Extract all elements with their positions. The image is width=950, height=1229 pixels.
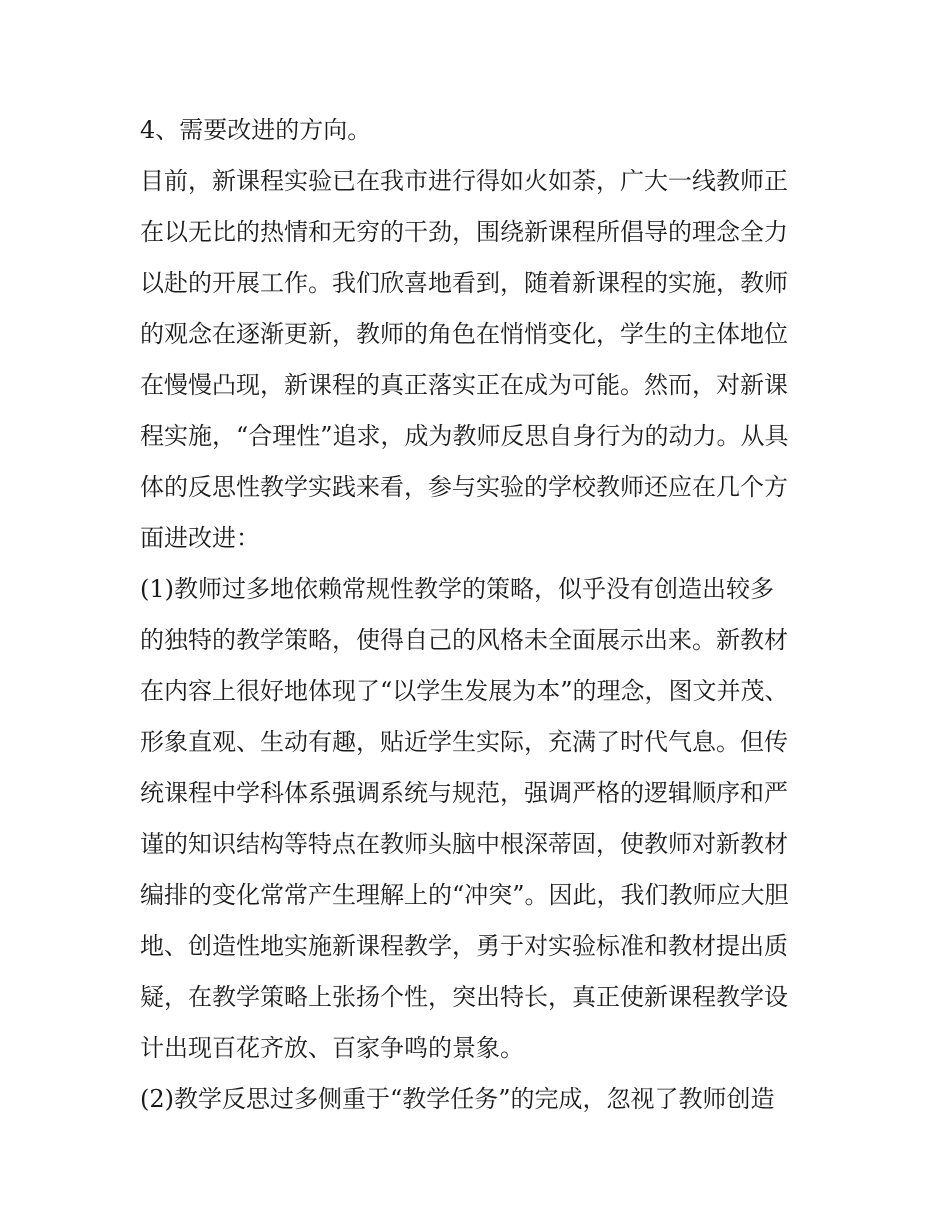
paragraph-line: 体的反思性教学实践来看，参与实验的学校教师还应在几个方 [140, 473, 788, 501]
paragraph-line: 在以无比的热情和无穷的干劲，围绕新课程所倡导的理念全力 [140, 218, 788, 246]
document-body [140, 105, 820, 1125]
list-item-line: (2)教学反思过多侧重于“教学任务”的完成，忽视了教师创造 [140, 1085, 775, 1113]
list-item-line: 谨的知识结构等特点在教师头脑中根深蒂固，使教师对新教材 [140, 830, 788, 858]
list-item-line: 地、创造性地实施新课程教学，勇于对实验标准和教材提出质 [140, 932, 788, 960]
list-item-line: 统课程中学科体系强调系统与规范，强调严格的逻辑顺序和严 [140, 779, 788, 807]
list-item-line: 在内容上很好地体现了“以学生发展为本”的理念，图文并茂、 [140, 677, 789, 705]
list-item-line: 的独特的教学策略，使得自己的风格未全面展示出来。新教材 [140, 626, 788, 654]
paragraph-line: 面进改进： [140, 524, 260, 552]
paragraph-line: 目前，新课程实验已在我市进行得如火如荼，广大一线教师正 [140, 167, 788, 195]
list-item-line: 编排的变化常常产生理解上的“冲突”。因此，我们教师应大胆 [140, 881, 789, 909]
list-item-line: 疑，在教学策略上张扬个性，突出特长，真正使新课程教学设 [140, 983, 788, 1011]
list-item-line: 形象直观、生动有趣，贴近学生实际，充满了时代气息。但传 [140, 728, 788, 756]
list-item-line: (1)教师过多地依赖常规性教学的策略，似乎没有创造出较多 [140, 575, 774, 603]
section-heading: 4、需要改进的方向。 [140, 116, 372, 144]
paragraph-line: 程实施，“合理性”追求，成为教师反思自身行为的动力。从具 [140, 422, 789, 450]
list-item-line: 计出现百花齐放、百家争鸣的景象。 [140, 1034, 524, 1062]
paragraph-line: 在慢慢凸现，新课程的真正落实正在成为可能。然而，对新课 [140, 371, 788, 399]
paragraph-line: 的观念在逐渐更新，教师的角色在悄悄变化，学生的主体地位 [140, 320, 788, 348]
paragraph-line: 以赴的开展工作。我们欣喜地看到，随着新课程的实施，教师 [140, 269, 788, 297]
